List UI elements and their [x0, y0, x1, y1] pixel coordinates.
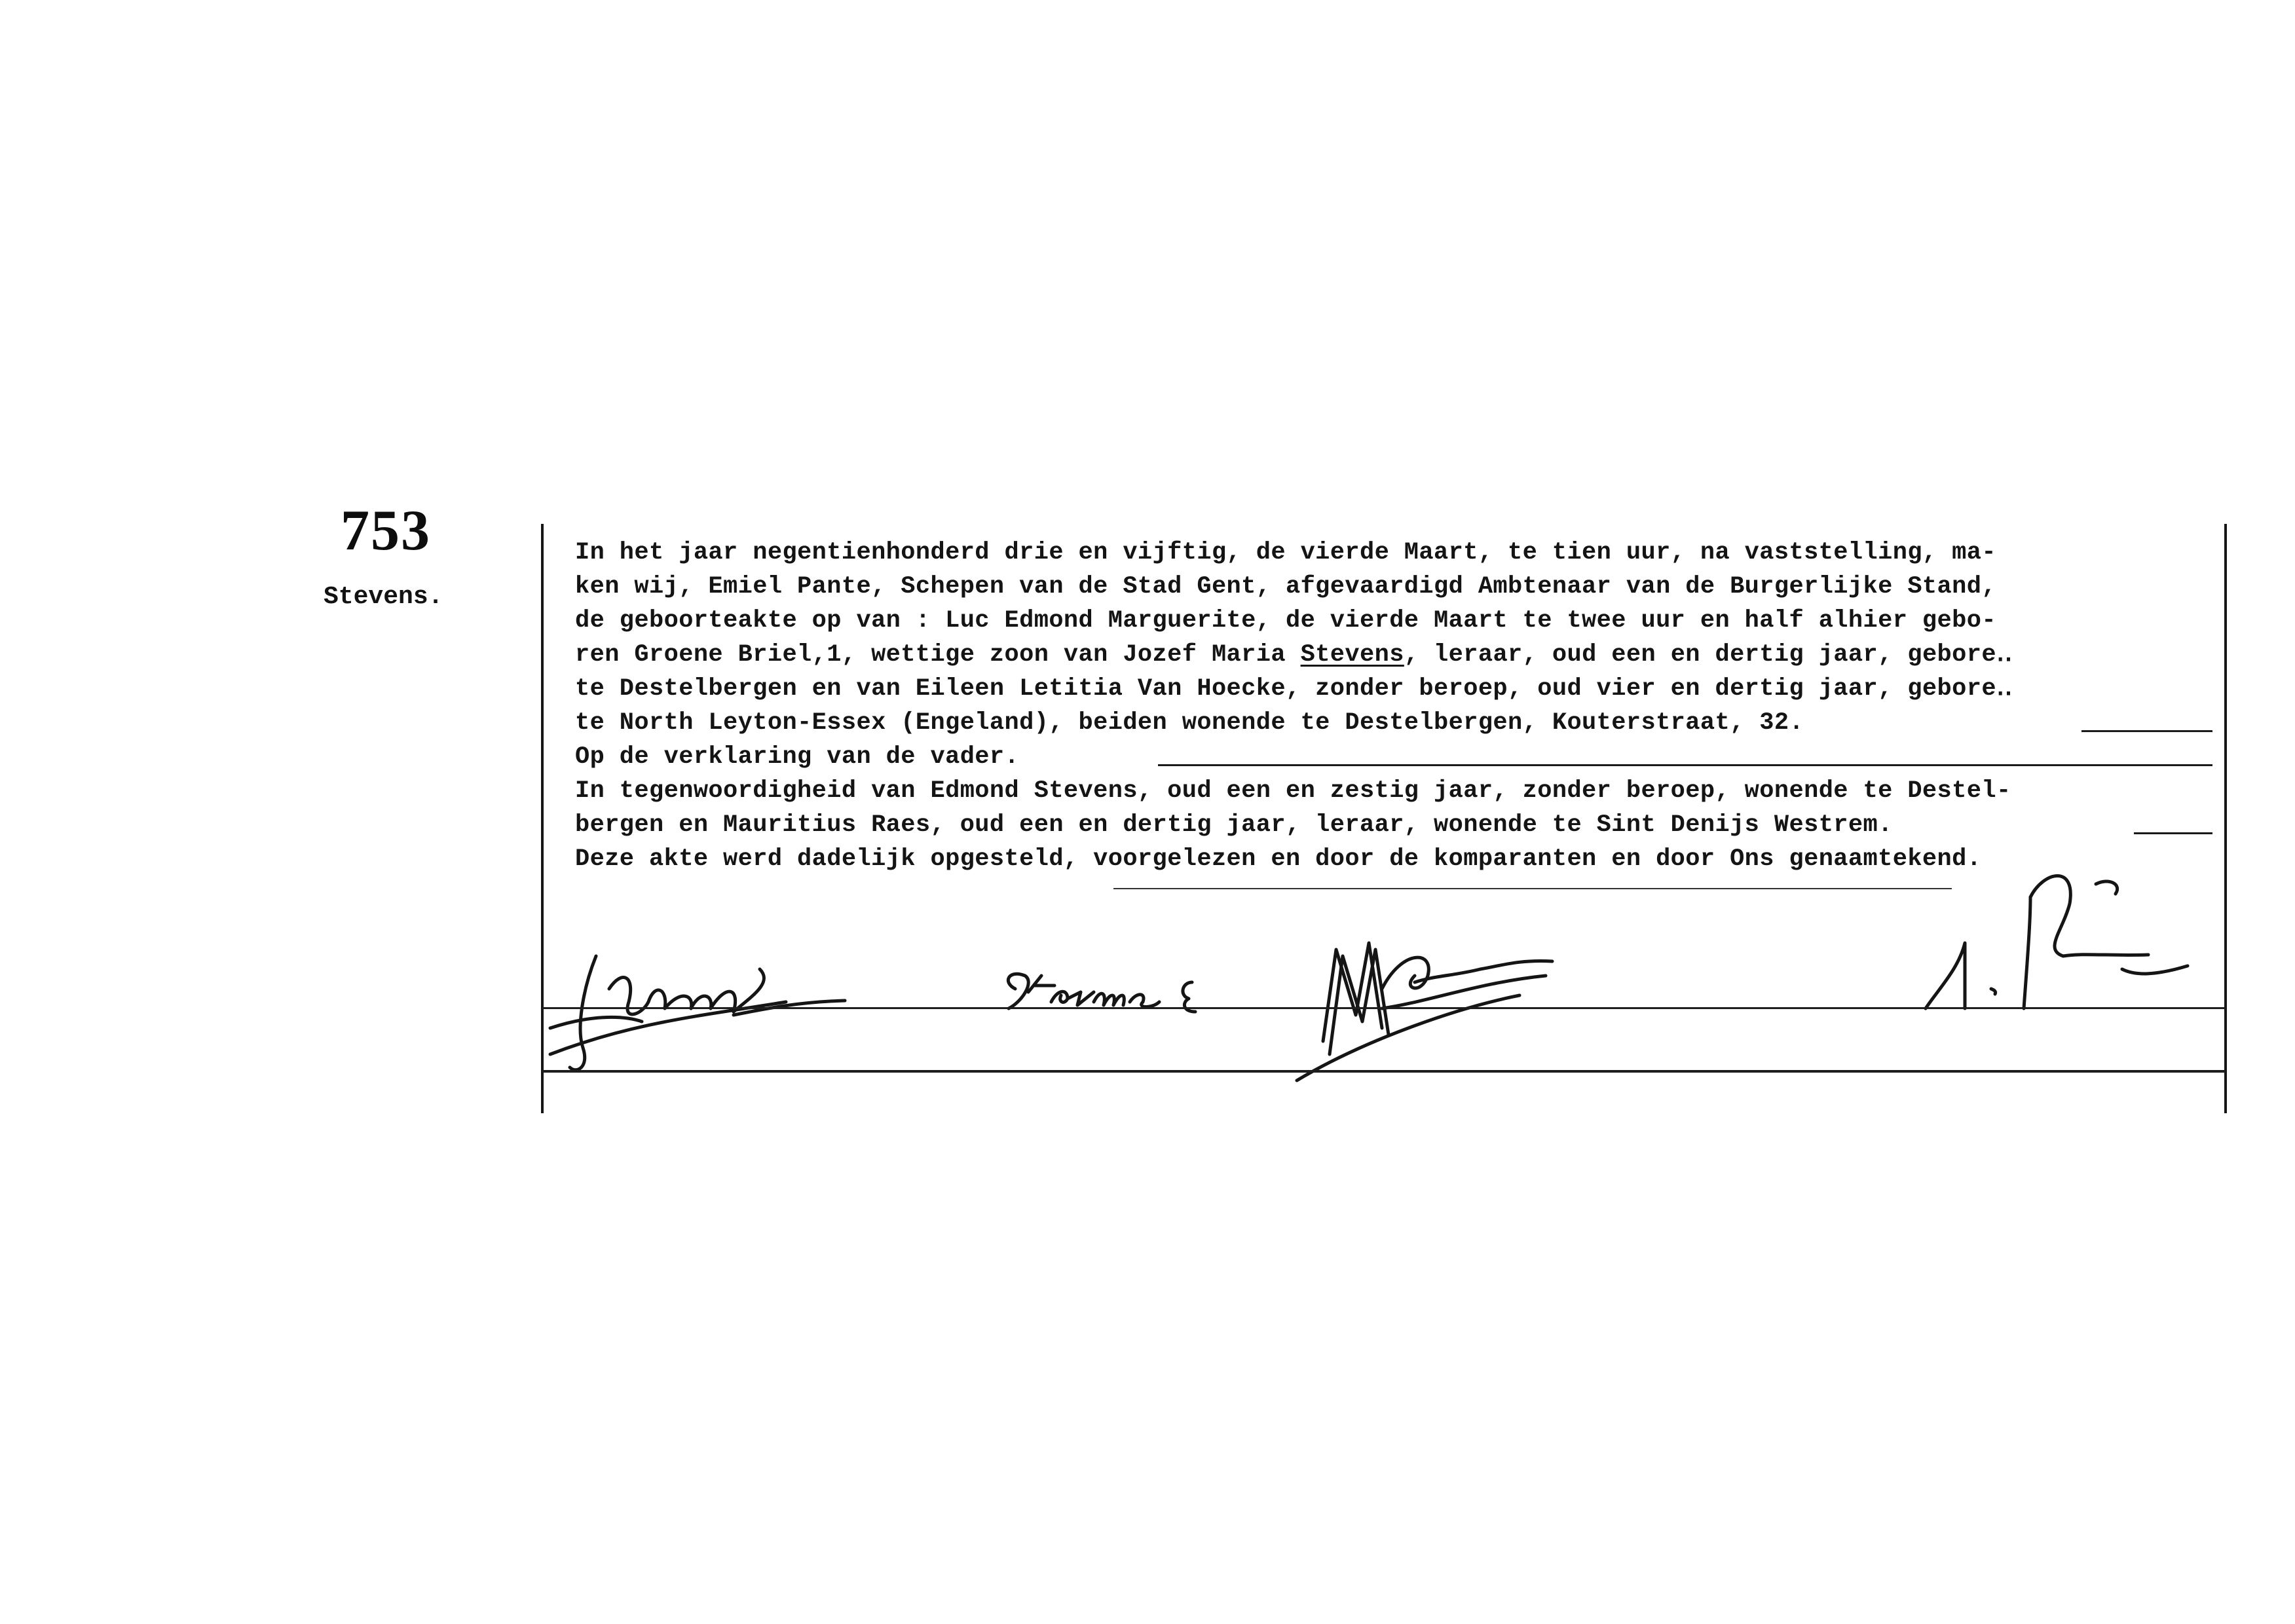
act-line-4: ren Groene Briel,1, wettige zoon van Jozef Maria Stevens, leraar, oud een en dertig jaar, gebore‥: [575, 641, 2013, 669]
fill-dash: [2081, 730, 2212, 732]
act-line-5: te Destelbergen en van Eileen Letitia Van Hoecke, zonder beroep, oud vier en dertig jaar, gebore‥: [575, 675, 2013, 703]
act-line-3: de geboorteakte op van : Luc Edmond Marguerite, de vierde Maart te twee uur en half alhier gebo-: [575, 607, 1996, 635]
act-line-8: In tegenwoordigheid van Edmond Stevens, oud een en zestig jaar, zonder beroep, wonende te Destel-: [575, 777, 2011, 805]
act-line-7: Op de verklaring van de vader.: [575, 740, 2212, 774]
line-continuation-mark: ‥: [1996, 641, 2013, 669]
act-line-10: Deze akte werd dadelijk opgesteld, voorgelezen en door de komparanten en door Ons genaamtekend.: [575, 845, 1982, 873]
signature-top-rule: [1113, 888, 1952, 889]
father-surname-underlined: Stevens: [1300, 641, 1404, 669]
act-line-6: te North Leyton-Essex (Engeland), beiden wonende te Destelbergen, Kouterstraat, 32.: [575, 706, 2212, 740]
frame-right-border: [2224, 524, 2227, 1113]
act-line-9: bergen en Mauritius Raes, oud een en dertig jaar, leraar, wonende te Sint Denijs Westrem.: [575, 808, 2212, 842]
line-continuation-mark: ‥: [1996, 675, 2013, 703]
act-text: [575, 536, 2212, 876]
margin-surname: Stevens.: [324, 583, 443, 611]
signature-line-lower: [542, 1070, 2226, 1073]
signature-mauritius-raes: [1284, 910, 1572, 1094]
act-number: 753: [341, 499, 431, 563]
act-line-1: In het jaar negentienhonderd drie en vijftig, de vierde Maart, te tien uur, na vaststelling, ma-: [575, 539, 1996, 566]
signature-father: [537, 917, 878, 1087]
act-line-2: ken wij, Emiel Pante, Schepen van de Stad Gent, afgevaardigd Ambtenaar van de Burgerlijke Stand,: [575, 573, 1996, 600]
fill-dash: [1158, 764, 2212, 766]
signature-line-upper: [542, 1007, 2226, 1009]
signature-officer: [1912, 858, 2214, 1028]
signature-edmond-stevens: [996, 956, 1258, 1035]
fill-dash: [2134, 832, 2212, 834]
